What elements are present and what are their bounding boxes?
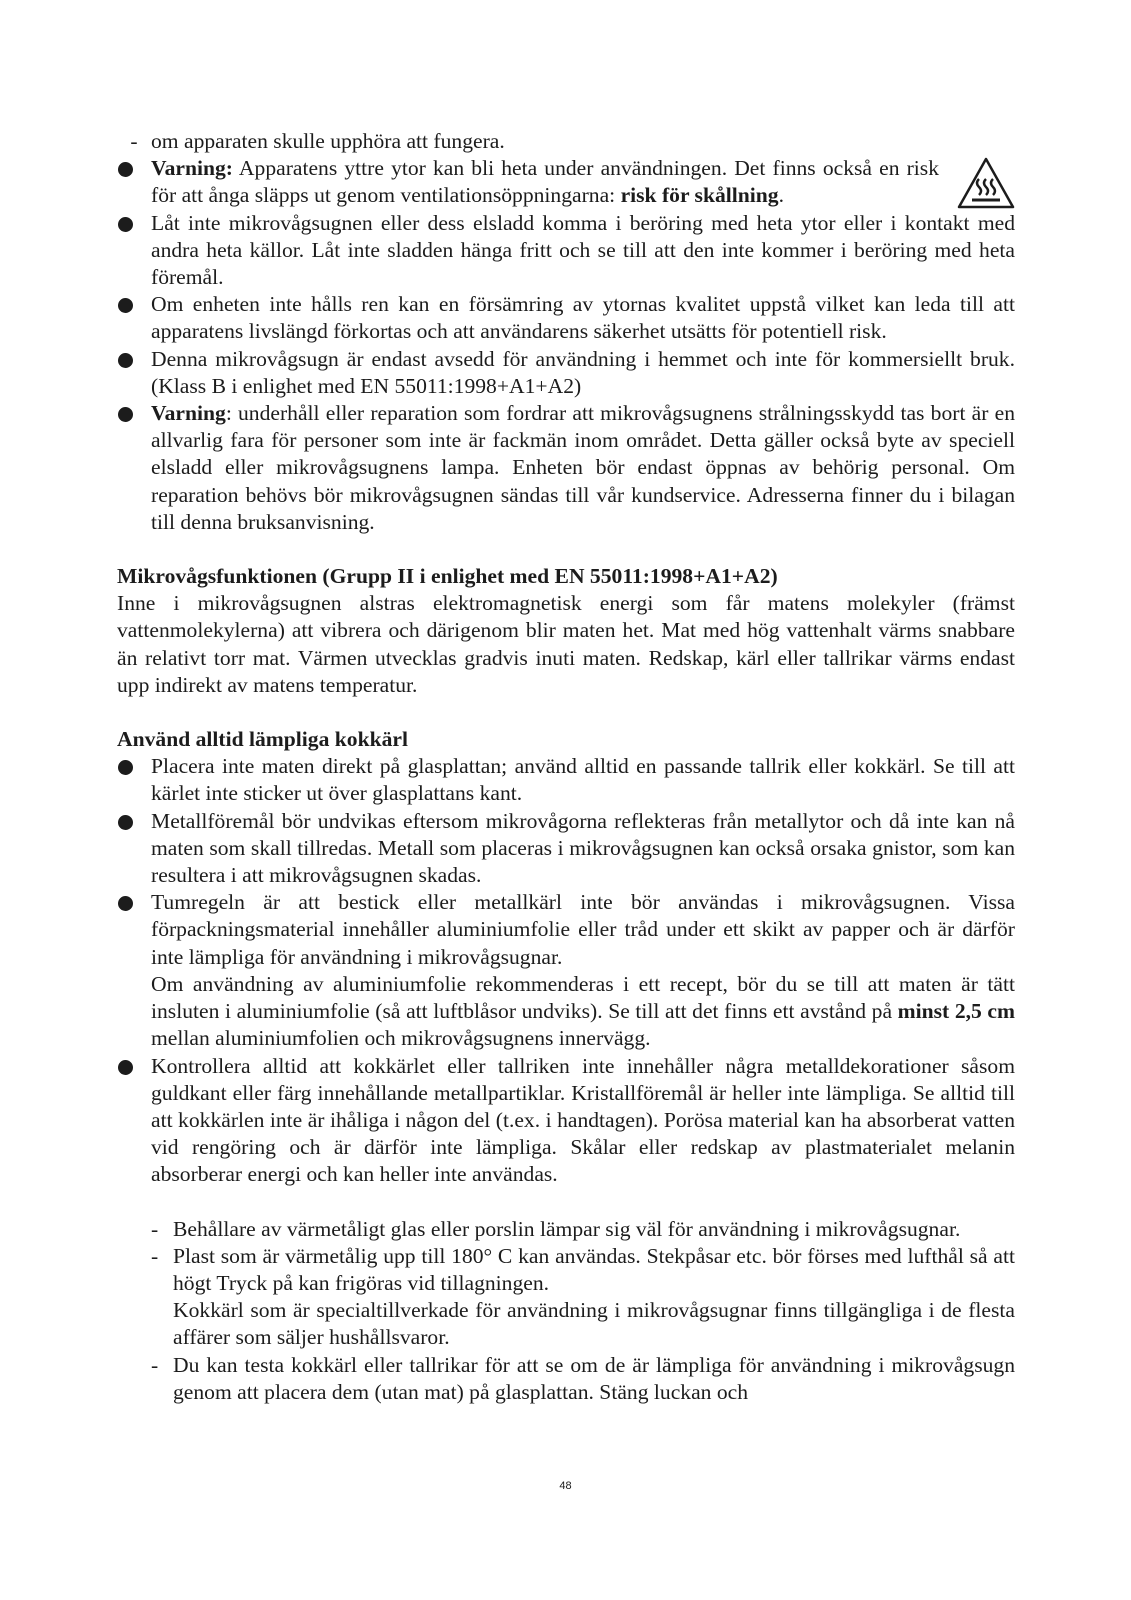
bullet-icon bbox=[117, 1053, 151, 1080]
dash-marker: - bbox=[151, 1352, 159, 1377]
warning-label: Varning bbox=[151, 401, 226, 426]
cookware-item: Metallföremål bör undvikas eftersom mikrovågorna reflekteras från metallytor och då inte kan nå maten som skall tillredas. Metall som placeras i mikrovågsugnen kan också orsaka gnistor, som kan resultera i att mikrovågsugnen skadas. bbox=[117, 808, 1015, 890]
cookware-item: Kontrollera alltid att kokkärlet eller tallriken inte innehåller några metalldekorationer såsom guldkant eller färg innehållande metallpartiklar. Kristallföremål är heller inte lämpliga. Se alltid till att kokkärlen inte är ihåliga i någon del (t.ex. i handtagen). Porösa material kan ha absorberat vatten vid rengöring och är därför inte lämpliga. Skålar eller redskap av plastmaterialet melanin absorberar energi och kan heller inte användas. bbox=[117, 1053, 1015, 1189]
warning-item-repair bbox=[117, 400, 1015, 536]
section-heading-microwave-function: Mikrovågsfunktionen (Grupp II i enlighet med EN 55011:1998+A1+A2) bbox=[117, 564, 778, 589]
warning-text: Låt inte mikrovågsugnen eller dess elsladd komma i beröring med heta ytor eller i kontakt med andra heta källor. Låt inte sladden hänga fritt och se till att den inte kommer i beröring med heta föremål. bbox=[151, 210, 1015, 290]
bullet-icon bbox=[117, 808, 151, 835]
warning-text: : underhåll eller reparation som fordrar att mikrovågsugnens strålningsskydd tas bort är en allvarlig fara för personer som inte är fackmän inom området. Detta gäller också byte av speciell elsladd eller mikrovågsugnens lampa. Enheten bör endast öppnas av behörig personal. Om reparation behövs bör mikrovågsugnen sändas till vår kundservice. Adresserna finner du i bilagan till denna bruksanvisning. bbox=[151, 401, 1015, 534]
bullet-icon bbox=[117, 155, 151, 182]
warning-text: Om enheten inte hålls ren kan en försämring av ytornas kvalitet uppstå vilket kan leda till att apparatens livslängd förkortas och att användarens säkerhet utsätts för potentiell risk. bbox=[151, 292, 1015, 344]
continuation-text: om apparaten skulle upphöra att fungera. bbox=[151, 129, 505, 153]
dash-marker: - bbox=[130, 129, 138, 153]
continuation-line bbox=[117, 128, 1015, 155]
cookware-item: Tumregeln är att bestick eller metallkärl inte bör användas i mikrovågsugnen. Vissa förpackningsmaterial innehåller aluminiumfolie eller tråd under ett skikt av papper och är därför inte lämpliga för användning i mikrovågsugnar. Om användning av aluminiumfolie rekommenderas i ett recept, bör du se till att maten är tätt insluten i aluminiumfolie (så att luftblåsor undviks). Se till att det finns ett avstånd på minst 2,5 cm mellan aluminiumfolien och mikrovågsugnens innervägg. bbox=[117, 889, 1015, 1052]
warning-item-cord bbox=[117, 210, 1015, 292]
dash-marker: - bbox=[151, 1243, 159, 1268]
page-number: 48 bbox=[559, 1480, 572, 1492]
manual-page bbox=[117, 128, 1015, 1406]
aluminium-foil-note: Om användning av aluminiumfolie rekommenderas i ett recept, bör du se till att maten är tätt insluten i aluminiumfolie (så att luftblåsor undviks). Se till att det finns ett avstånd på minst 2,5 cm mellan aluminiumfolien och mikrovågsugnens innervägg. bbox=[151, 971, 1016, 1051]
cookware-item: Placera inte maten direkt på glasplattan; använd alltid en passande tallrik eller kokkärl. Se till att kärlet inte sticker ut över glasplattans kant. bbox=[117, 753, 1015, 807]
warning-item-cleaning bbox=[117, 291, 1015, 345]
warning-text: Apparatens yttre ytor kan bli heta under användningen. Det finns också en risk för att ånga släpps ut genom ventilationsöppningarna: bbox=[151, 156, 939, 208]
distance-emphasis: minst 2,5 cm bbox=[897, 999, 1016, 1024]
dash-item: - Behållare av värmetåligt glas eller porslin lämpar sig väl för användning i mikrovågsugnar. bbox=[151, 1216, 1015, 1243]
section-body-microwave-function: Inne i mikrovågsugnen alstras elektromagnetisk energi som får matens molekyler (främst vattenmolekylerna) att vibrera och därigenom blir maten het. Mat med hög vattenhalt värms snabbare än relativt torr mat. Värmen utvecklas gradvis inuti maten. Redskap, kärl eller tallrikar värms endast upp indirekt av matens temperatur. bbox=[117, 591, 1015, 697]
section-heading-cookware: Använd alltid lämpliga kokkärl bbox=[117, 727, 408, 752]
warning-label: Varning: bbox=[151, 156, 233, 181]
bullet-icon bbox=[117, 210, 151, 237]
dash-item: - Du kan testa kokkärl eller tallrikar för att se om de är lämpliga för användning i mikrovågsugn genom att placera dem (utan mat) på glasplattan. Stäng luckan och bbox=[151, 1352, 1015, 1404]
scald-risk-emphasis: risk för skållning bbox=[620, 183, 779, 208]
warning-text: Denna mikrovågsugn är endast avsedd för användning i hemmet och inte för kommersiellt bruk. (Klass B i enlighet med EN 55011:1998+A1+A2) bbox=[151, 346, 1015, 398]
warning-item-household-use bbox=[117, 346, 1015, 400]
bullet-icon bbox=[117, 400, 151, 427]
bullet-icon bbox=[117, 753, 151, 780]
dash-list bbox=[151, 1216, 1015, 1406]
bullet-icon bbox=[117, 346, 151, 373]
dash-marker: - bbox=[151, 1216, 159, 1241]
warning-item-hot-surfaces: Varning: Apparatens yttre ytor kan bli heta under användningen. Det finns också en risk för att ånga släpps ut genom ventilationsöppningarna: risk för skållning. bbox=[117, 155, 1015, 209]
hot-surface-warning-icon bbox=[957, 157, 1015, 209]
bullet-icon bbox=[117, 291, 151, 318]
bullet-icon bbox=[117, 889, 151, 916]
dash-item: - Plast som är värmetålig upp till 180° C kan användas. Stekpåsar etc. bör förses med lufthål så att högt Tryck på kan frigöras vid tillagningen. Kokkärl som är specialtillverkade för användning i mikrovågsugnar finns tillgängliga i de flesta affärer som säljer hushållsvaror. bbox=[151, 1243, 1015, 1350]
